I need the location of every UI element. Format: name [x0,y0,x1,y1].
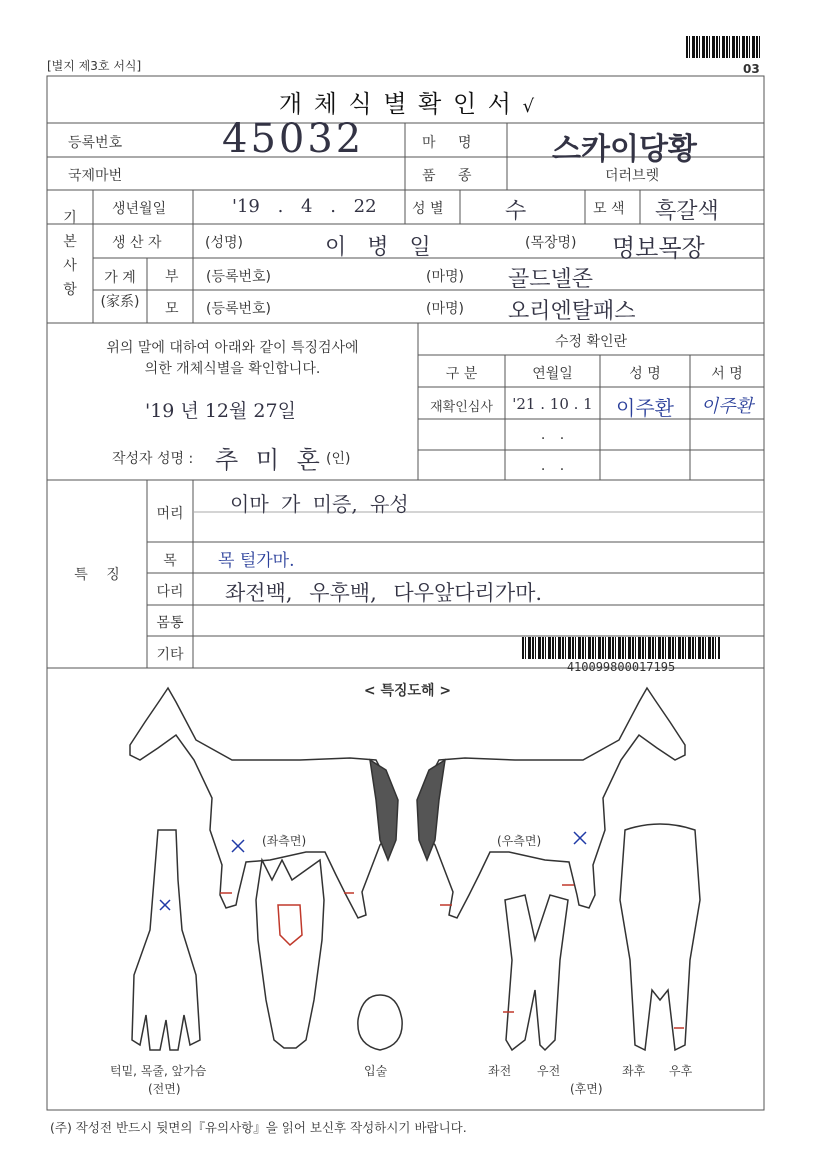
feature-head-value: 이마 가 미증, 유성 [230,492,409,516]
birth-value: '19 . 4 . 22 [232,196,377,217]
writer-name: 추 미 혼 [215,446,320,474]
page-title: 개 체 식 별 확 인 서 √ [278,90,537,118]
sire-name-value: 골드넬존 [508,267,594,292]
farm-value: 명보목장 [612,234,705,262]
feature-neck-value: 목 털가마. [218,551,295,571]
confirm-date: '19 년 12월 27일 [145,400,296,422]
dam-name-label: (마명) [426,301,464,317]
pedigree-label: 가 계 (家系) [100,270,140,310]
sex-value: 수 [505,199,527,224]
sire-name-label: (마명) [426,269,464,285]
producer-label: 생 산 자 [112,235,162,251]
sire-label: 부 [165,269,179,285]
revision-row-3-date: . . [540,458,565,474]
check-mark: √ [522,96,537,117]
feature-legs-label: 다리 [156,584,184,600]
revision-row-1-name: 이주환 [616,396,674,420]
confirm-line-1: 위의 말에 대하여 아래와 같이 특징검사에 [106,340,359,356]
feature-neck-label: 목 [163,553,177,569]
features-section-label: 특 징 [74,567,120,583]
muzzle-label: 입술 [364,1064,388,1078]
breed-value: 더러브렛 [605,168,660,184]
sire-reg-no-label: (등록번호) [206,269,272,285]
dam-label: 모 [165,301,179,317]
left-side-label: (좌측면) [262,834,307,848]
feature-legs-value: 좌전백, 우후백, 다우앞다리가마. [225,581,543,605]
sex-label: 성 별 [412,201,444,217]
diagram-title: < 특징도해 > [363,683,452,699]
front-caption: 턱밑, 목줄, 앞가슴 [110,1064,207,1078]
reg-no-value: 45032 [222,116,365,162]
hind-left-leg-label: 좌후 [622,1064,646,1078]
producer-name-value: 이 병 일 [325,235,431,260]
revision-row-1-type: 재확인심사 [430,400,493,415]
front-label: (전면) [148,1082,181,1096]
barcode-number: 410099800017195 [566,660,676,674]
feature-other-label: 기타 [156,647,184,663]
right-side-label: (우측면) [497,834,542,848]
horse-name-value: 스카이당황 [552,132,697,167]
dam-reg-no-label: (등록번호) [206,301,272,317]
footer-note: (주) 작성전 반드시 뒷면의『유의사항』을 읽어 보신후 작성하시기 바랍니다. [50,1120,467,1135]
rear-label: (후면) [570,1082,603,1096]
dam-name-value: 오리엔탈패스 [508,299,636,324]
basic-section-label: 기 본 사 항 [63,210,77,298]
revision-header-date: 연월일 [532,366,573,382]
confirm-line-2: 의한 개체식별을 확인합니다. [144,361,321,377]
form-reference: [별지 제3호 서식] [47,59,142,73]
breed-label: 품 종 [422,168,472,184]
farm-label: (목장명) [525,235,577,251]
writer-label: 작성자 성명 : [112,451,194,467]
front-left-leg-label: 좌전 [488,1064,512,1078]
seal-label: (인) [326,451,351,467]
revision-header-type: 구 분 [445,366,478,382]
birth-label: 생년월일 [112,201,167,217]
color-value: 흑갈색 [655,199,719,224]
feature-head-label: 머리 [156,506,184,522]
revision-header-name: 성 명 [629,366,661,382]
color-label: 모 색 [593,201,625,217]
hind-right-leg-label: 우후 [669,1064,693,1078]
revision-row-2-date: . . [540,427,565,443]
revision-row-1-date: '21 . 10 . 1 [512,395,593,413]
intl-no-label: 국제마번 [68,168,123,184]
revision-header-sign: 서 명 [711,366,743,382]
horse-name-label: 마 명 [422,135,472,151]
reg-no-label: 등록번호 [68,135,123,151]
page-code: 03 [743,62,760,76]
revision-title: 수정 확인란 [554,334,628,350]
feature-body-label: 몸통 [156,615,184,631]
producer-name-label: (성명) [205,235,243,251]
revision-row-1-sign: 이주환 [700,396,754,417]
front-right-leg-label: 우전 [537,1064,561,1078]
